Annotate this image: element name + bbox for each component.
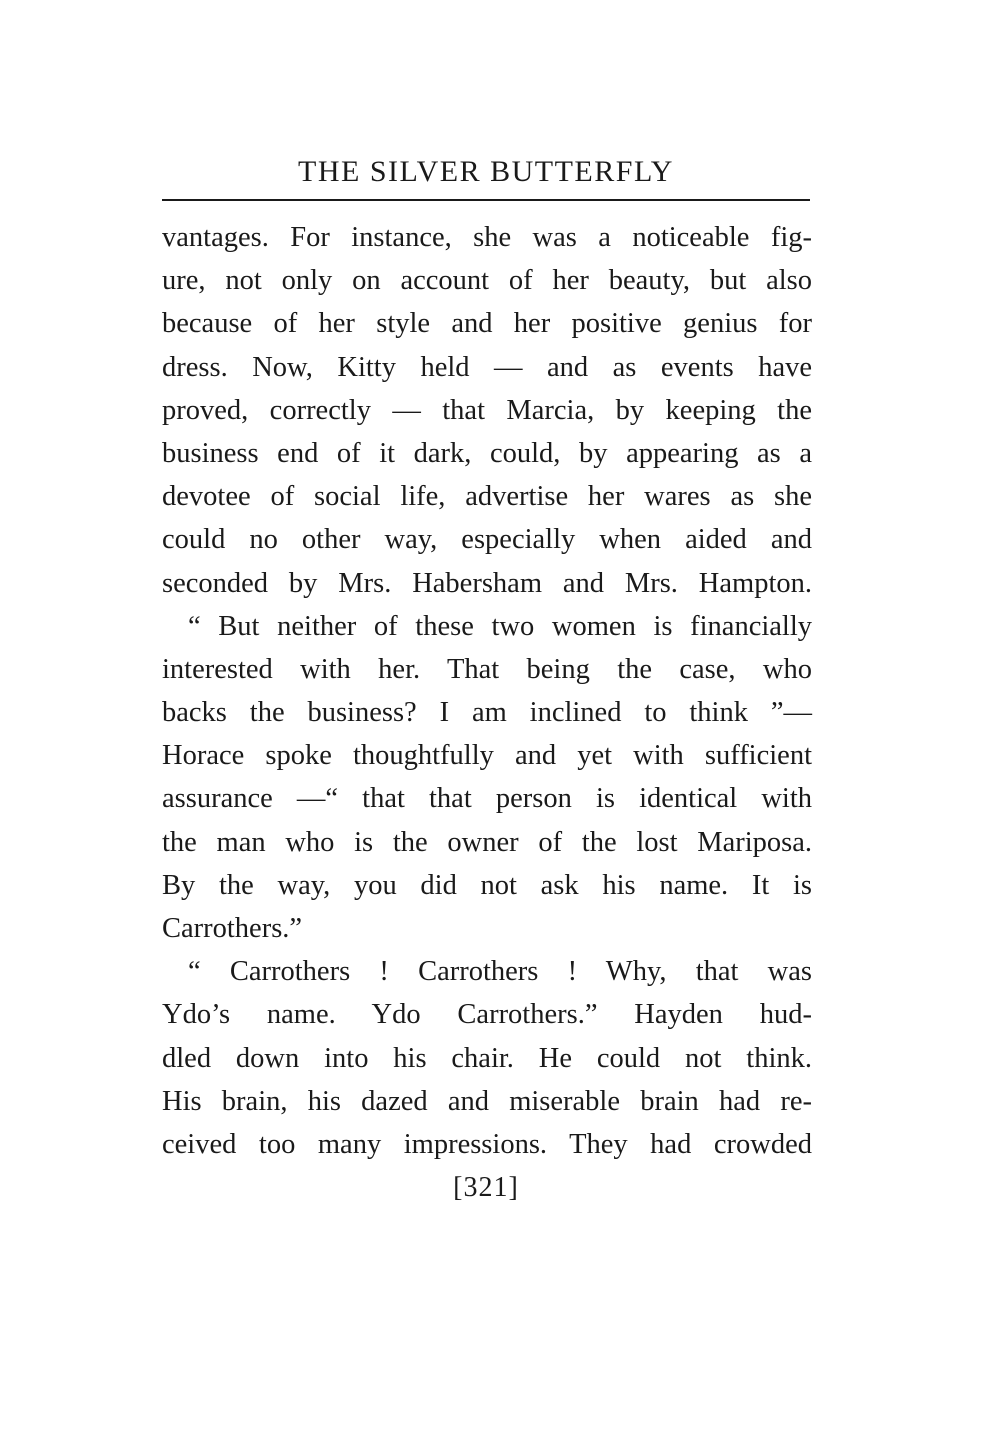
text-line-18: “ Carrothers ! Carrothers ! Why, that was: [188, 956, 812, 988]
text-line-21: His brain, his dazed and miserable brain had re-: [162, 1085, 812, 1117]
text-line-12: backs the business? I am inclined to think ”—: [162, 697, 812, 729]
text-line-10: “ But neither of these two women is financially: [188, 610, 812, 642]
page-number: [321]: [453, 1172, 519, 1203]
text-line-5: proved, correctly — that Marcia, by keeping the: [162, 394, 812, 426]
body-text: [162, 216, 812, 1166]
text-line-9: seconded by Mrs. Habersham and Mrs. Hampton.: [162, 567, 812, 599]
text-line-11: interested with her. That being the case, who: [162, 653, 812, 685]
text-line-4: dress. Now, Kitty held — and as events have: [162, 351, 812, 383]
header-rule: [162, 199, 810, 201]
text-line-3: because of her style and her positive genius for: [162, 308, 812, 340]
text-line-19: Ydo’s name. Ydo Carrothers.” Hayden hud-: [162, 999, 812, 1031]
running-header: THE SILVER BUTTERFLY: [298, 155, 674, 188]
text-line-8: could no other way, especially when aided and: [162, 524, 812, 556]
text-line-16: By the way, you did not ask his name. It is: [162, 869, 812, 901]
text-line-2: ure, not only on account of her beauty, but also: [162, 265, 812, 297]
text-line-14: assurance —“ that that person is identical with: [162, 783, 812, 815]
text-line-13: Horace spoke thoughtfully and yet with sufficient: [162, 740, 812, 772]
text-line-15: the man who is the owner of the lost Mariposa.: [162, 826, 812, 858]
text-line-17: Carrothers.”: [162, 913, 303, 944]
text-line-20: dled down into his chair. He could not think.: [162, 1042, 812, 1074]
text-line-7: devotee of social life, advertise her wares as she: [162, 481, 812, 513]
text-line-6: business end of it dark, could, by appearing as a: [162, 437, 812, 469]
text-line-22: ceived too many impressions. They had crowded: [162, 1128, 812, 1160]
text-line-1: vantages. For instance, she was a noticeable fig-: [162, 222, 812, 253]
